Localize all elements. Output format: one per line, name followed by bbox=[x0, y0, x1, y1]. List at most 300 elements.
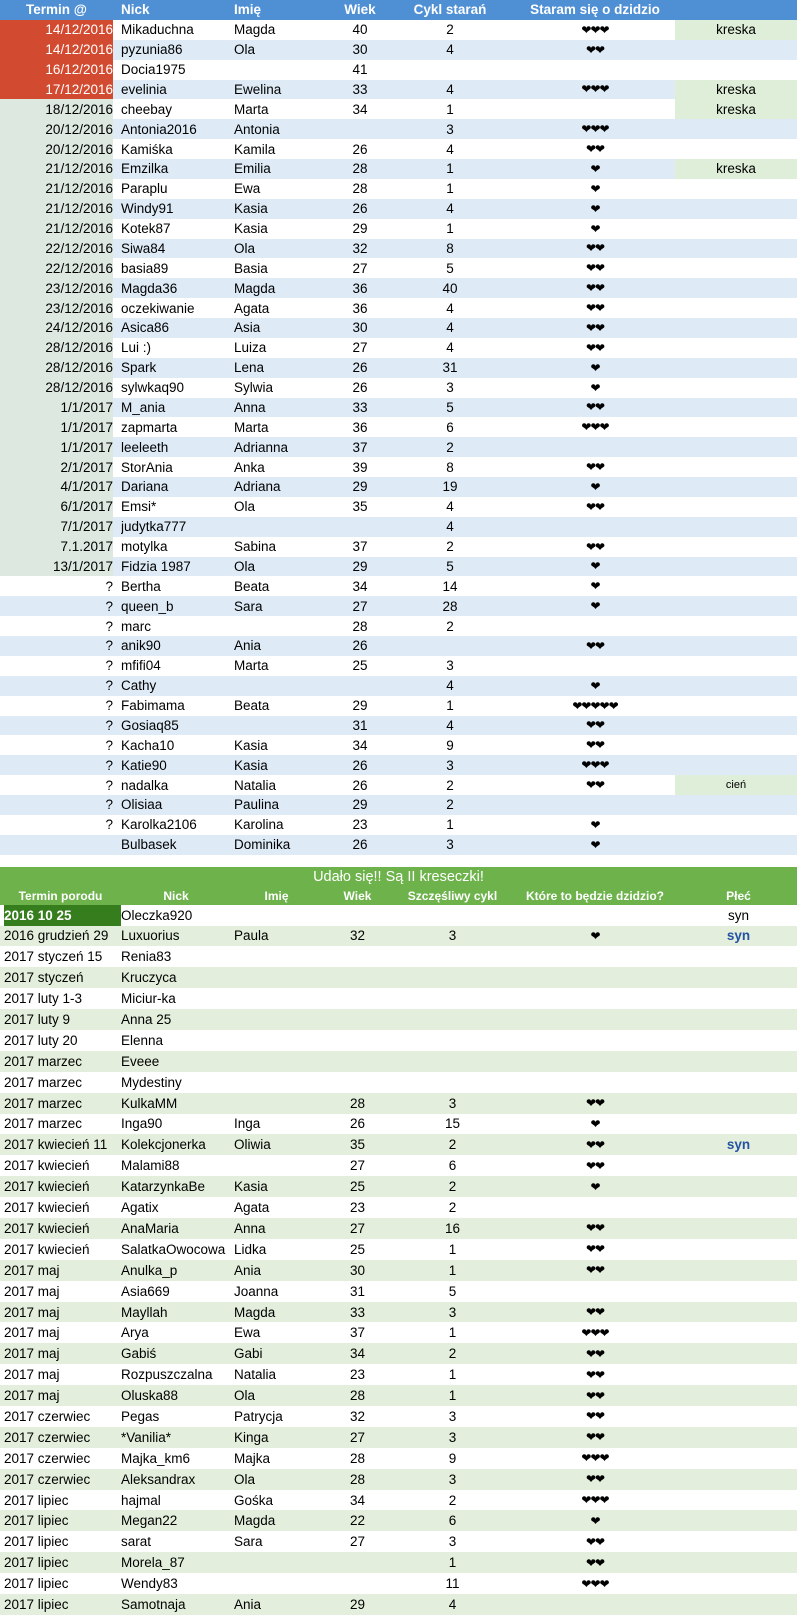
plec-cell bbox=[680, 1406, 797, 1427]
plec-cell bbox=[680, 1197, 797, 1218]
table-row bbox=[0, 80, 797, 100]
hearts-cell: ❤❤ bbox=[585, 1430, 605, 1445]
table-row bbox=[0, 1322, 797, 1343]
table-row bbox=[0, 1009, 797, 1030]
cykl-cell: 3 bbox=[448, 1471, 457, 1487]
wiek-cell: 25 bbox=[352, 658, 368, 674]
wiek-cell: 34 bbox=[352, 737, 368, 753]
hearts-cell: ❤❤ bbox=[585, 1409, 605, 1424]
imie-cell bbox=[234, 1552, 324, 1573]
imie-cell bbox=[234, 1072, 324, 1093]
plec-cell bbox=[680, 1448, 797, 1469]
table-row bbox=[0, 517, 797, 537]
cykl-cell: 4 bbox=[446, 340, 454, 356]
termin-porodu-cell: 2017 maj bbox=[4, 1346, 60, 1362]
plec-cell: syn bbox=[726, 928, 751, 944]
success-table-header bbox=[0, 887, 797, 905]
nick-cell: Luxuorius bbox=[121, 928, 180, 944]
wiek-cell bbox=[335, 517, 385, 537]
hearts-cell bbox=[510, 1072, 680, 1093]
nick-cell: Asia669 bbox=[121, 1283, 170, 1299]
table-row bbox=[0, 1552, 797, 1573]
hearts-cell: ❤❤ bbox=[585, 539, 605, 554]
nick-cell: KatarzynkaBe bbox=[121, 1179, 206, 1195]
cykl-cell: 1 bbox=[446, 101, 454, 117]
date-cell: 16/12/2016 bbox=[0, 60, 113, 80]
header-cykl: Cykl starań bbox=[413, 2, 487, 18]
wiek-cell: 37 bbox=[349, 1325, 366, 1341]
wiek-cell: 34 bbox=[352, 101, 368, 117]
header-staram: Staram się o dzidzio bbox=[530, 2, 660, 18]
cykl-cell: 8 bbox=[446, 459, 454, 475]
trying-table-header bbox=[0, 0, 797, 20]
imie-cell: Gabi bbox=[234, 1346, 263, 1362]
table-row bbox=[0, 437, 797, 457]
hearts-cell: ❤❤❤ bbox=[581, 1576, 609, 1591]
date-cell: 4/1/2017 bbox=[0, 477, 113, 497]
header-termin: Termin @ bbox=[26, 2, 87, 18]
table-row bbox=[0, 219, 797, 239]
imie-cell: Emilia bbox=[234, 161, 271, 177]
hearts-cell bbox=[495, 795, 695, 815]
hearts-cell: ❤❤ bbox=[585, 1263, 605, 1278]
cykl-cell: 1 bbox=[448, 1367, 457, 1383]
imie-cell: Ola bbox=[234, 499, 256, 515]
cykl-cell: 2 bbox=[446, 618, 454, 634]
imie-cell: Marta bbox=[234, 419, 269, 435]
imie-cell: Dominika bbox=[234, 837, 291, 853]
termin-porodu-cell: 2017 lipiec bbox=[4, 1576, 69, 1592]
hearts-cell: ❤ bbox=[590, 837, 600, 852]
imie-cell: Natalia bbox=[234, 1367, 277, 1383]
cykl-cell: 31 bbox=[442, 360, 458, 376]
nick-cell: motylka bbox=[121, 539, 168, 555]
hearts-cell: ❤❤❤ bbox=[581, 82, 609, 97]
date-cell: 18/12/2016 bbox=[0, 99, 113, 119]
table-row bbox=[0, 1490, 797, 1511]
cykl-cell: 1 bbox=[446, 698, 454, 714]
nick-cell: Mydestiny bbox=[121, 1074, 182, 1090]
termin-porodu-cell: 2016 grudzień 29 bbox=[4, 928, 109, 944]
imie-cell: Oliwia bbox=[234, 1137, 271, 1153]
plec-cell bbox=[680, 1552, 797, 1573]
nick-cell: Kruczyca bbox=[121, 970, 177, 986]
imie-cell bbox=[234, 905, 324, 926]
wiek-cell: 22 bbox=[349, 1513, 366, 1529]
table-row bbox=[0, 60, 797, 80]
table-row bbox=[0, 1114, 797, 1135]
nick-cell: evelinia bbox=[121, 81, 167, 97]
cykl-cell: 4 bbox=[446, 141, 454, 157]
table-row bbox=[0, 1281, 797, 1302]
plec-cell bbox=[680, 1176, 797, 1197]
termin-porodu-cell: 2017 luty 1-3 bbox=[4, 991, 83, 1007]
cykl-cell: 3 bbox=[446, 658, 454, 674]
nick-cell: Inga90 bbox=[121, 1116, 163, 1132]
date-cell: 14/12/2016 bbox=[0, 20, 113, 40]
wiek-cell: 30 bbox=[352, 42, 368, 58]
cykl-cell: 2 bbox=[448, 1179, 457, 1195]
termin-porodu-cell: 2017 kwiecień 11 bbox=[4, 1137, 108, 1153]
imie-cell bbox=[234, 616, 334, 636]
termin-porodu-cell: 2017 lipiec bbox=[4, 1513, 69, 1529]
plec-cell bbox=[680, 1364, 797, 1385]
termin-porodu-cell: 2017 luty 9 bbox=[4, 1012, 71, 1028]
cykl-cell bbox=[400, 967, 505, 988]
date-cell: 23/12/2016 bbox=[0, 298, 113, 318]
imie-cell: Kinga bbox=[234, 1429, 269, 1445]
table-row bbox=[0, 815, 797, 835]
wiek-cell: 26 bbox=[352, 360, 368, 376]
nick-cell: Kotek87 bbox=[121, 221, 171, 237]
nick-cell: Eveee bbox=[121, 1053, 160, 1069]
nick-cell: mfifi04 bbox=[121, 658, 161, 674]
imie-cell bbox=[234, 1009, 324, 1030]
cykl-cell: 9 bbox=[446, 737, 454, 753]
wiek-cell bbox=[325, 1051, 390, 1072]
imie-cell: Sabina bbox=[234, 539, 277, 555]
hearts-cell: ❤ bbox=[590, 1116, 600, 1131]
wiek-cell bbox=[325, 988, 390, 1009]
table-row bbox=[0, 1448, 797, 1469]
wiek-cell: 29 bbox=[352, 698, 368, 714]
imie-cell bbox=[234, 988, 324, 1009]
table-row bbox=[0, 1573, 797, 1594]
imie-cell: Ania bbox=[234, 1596, 262, 1612]
header-termin-porodu: Termin porodu bbox=[18, 888, 103, 903]
imie-cell: Marta bbox=[234, 101, 269, 117]
date-cell: ? bbox=[105, 817, 113, 833]
table-row bbox=[0, 1385, 797, 1406]
imie-cell: Paula bbox=[234, 928, 269, 944]
cykl-cell: 16 bbox=[444, 1220, 461, 1236]
termin-porodu-cell: 2017 kwiecień bbox=[4, 1179, 90, 1195]
date-cell: ? bbox=[105, 737, 113, 753]
hearts-cell: ❤❤ bbox=[585, 241, 605, 256]
cykl-cell: 4 bbox=[446, 201, 454, 217]
termin-porodu-cell: 2017 czerwiec bbox=[4, 1471, 91, 1487]
note-cell: kreska bbox=[675, 80, 797, 100]
hearts-cell bbox=[495, 616, 695, 636]
imie-cell: Magda bbox=[234, 1304, 276, 1320]
cykl-cell: 1 bbox=[446, 221, 454, 237]
wiek-cell: 27 bbox=[349, 1220, 366, 1236]
plec-cell bbox=[680, 946, 797, 967]
termin-porodu-cell: 2017 kwiecień bbox=[4, 1200, 90, 1216]
hearts-cell: ❤❤ bbox=[585, 638, 605, 653]
nick-cell: sarat bbox=[121, 1534, 152, 1550]
imie-cell bbox=[234, 716, 334, 736]
table-row bbox=[0, 278, 797, 298]
wiek-cell: 33 bbox=[352, 399, 368, 415]
date-cell: ? bbox=[105, 717, 113, 733]
cykl-cell: 5 bbox=[446, 399, 454, 415]
wiek-cell: 26 bbox=[352, 380, 368, 396]
date-cell: ? bbox=[105, 797, 113, 813]
termin-porodu-cell: 2017 maj bbox=[4, 1325, 60, 1341]
nick-cell: Aleksandrax bbox=[121, 1471, 196, 1487]
hearts-cell: ❤❤ bbox=[585, 1158, 605, 1173]
hearts-cell: ❤❤ bbox=[585, 320, 605, 335]
wiek-cell: 27 bbox=[352, 340, 368, 356]
wiek-cell: 29 bbox=[349, 1596, 366, 1612]
header-nick: Nick bbox=[121, 2, 150, 18]
plec-cell bbox=[680, 1343, 797, 1364]
nick-cell: Malami88 bbox=[121, 1158, 180, 1174]
nick-cell: Kolekcjonerka bbox=[121, 1137, 206, 1153]
imie-cell: Natalia bbox=[234, 777, 277, 793]
table-row bbox=[0, 1364, 797, 1385]
hearts-cell bbox=[510, 905, 680, 926]
cykl-cell: 6 bbox=[446, 419, 454, 435]
wiek-cell: 34 bbox=[349, 1492, 366, 1508]
imie-cell: Sara bbox=[234, 1534, 263, 1550]
nick-cell: Mayllah bbox=[121, 1304, 168, 1320]
plec-cell bbox=[680, 1072, 797, 1093]
cykl-cell: 3 bbox=[448, 1304, 457, 1320]
table-row bbox=[0, 1594, 797, 1615]
nick-cell: Samotnaja bbox=[121, 1596, 186, 1612]
nick-cell: Emzilka bbox=[121, 161, 169, 177]
cykl-cell: 3 bbox=[448, 1095, 457, 1111]
nick-cell: nadalka bbox=[121, 777, 169, 793]
cykl-cell: 5 bbox=[448, 1283, 457, 1299]
date-cell: 20/12/2016 bbox=[0, 139, 113, 159]
table-row bbox=[0, 139, 797, 159]
wiek-cell: 40 bbox=[352, 22, 368, 38]
imie-cell: Ania bbox=[234, 1262, 262, 1278]
date-cell: ? bbox=[105, 777, 113, 793]
nick-cell: Magda36 bbox=[121, 280, 178, 296]
hearts-cell: ❤❤❤ bbox=[581, 758, 609, 773]
plec-cell bbox=[680, 1114, 797, 1135]
wiek-cell: 23 bbox=[352, 817, 368, 833]
note-cell: kreska bbox=[675, 20, 797, 40]
imie-cell: Paulina bbox=[234, 797, 280, 813]
cykl-cell: 5 bbox=[446, 260, 454, 276]
table-row bbox=[0, 775, 797, 795]
cykl-cell: 15 bbox=[444, 1116, 461, 1132]
hearts-cell: ❤❤❤ bbox=[581, 420, 609, 435]
hearts-cell: ❤ bbox=[590, 1513, 600, 1528]
date-cell: 22/12/2016 bbox=[0, 239, 113, 259]
termin-porodu-cell: 2017 maj bbox=[4, 1304, 60, 1320]
cykl-cell: 3 bbox=[446, 837, 454, 853]
cykl-cell: 4 bbox=[446, 717, 454, 733]
note-cell: cień bbox=[675, 775, 797, 795]
date-cell: ? bbox=[105, 658, 113, 674]
termin-porodu-cell: 2017 lipiec bbox=[4, 1492, 69, 1508]
nick-cell: oczekiwanie bbox=[121, 300, 195, 316]
date-cell: ? bbox=[105, 757, 113, 773]
date-cell: 28/12/2016 bbox=[0, 378, 113, 398]
wiek-cell: 30 bbox=[349, 1262, 366, 1278]
imie-cell bbox=[234, 1155, 324, 1176]
date-cell: 22/12/2016 bbox=[0, 258, 113, 278]
hearts-cell: ❤❤ bbox=[585, 1221, 605, 1236]
cykl-cell: 4 bbox=[446, 519, 454, 535]
cykl-cell: 4 bbox=[446, 499, 454, 515]
nick-cell: pyzunia86 bbox=[121, 42, 183, 58]
hearts-cell: ❤ bbox=[590, 1179, 600, 1194]
nick-cell: Rozpuszczalna bbox=[121, 1367, 213, 1383]
hearts-cell bbox=[510, 967, 680, 988]
table-row bbox=[0, 616, 797, 636]
wiek-cell: 26 bbox=[352, 837, 368, 853]
nick-cell: Fidzia 1987 bbox=[121, 558, 191, 574]
date-cell: 24/12/2016 bbox=[0, 318, 113, 338]
cykl-cell: 3 bbox=[446, 380, 454, 396]
nick-cell: SalatkaOwocowa bbox=[121, 1241, 226, 1257]
plec-cell bbox=[680, 1239, 797, 1260]
hearts-cell: ❤❤❤ bbox=[581, 1493, 609, 1508]
wiek-cell: 27 bbox=[349, 1158, 366, 1174]
cykl-cell: 4 bbox=[446, 320, 454, 336]
imie-cell: Ewelina bbox=[234, 81, 282, 97]
hearts-cell: ❤❤ bbox=[585, 400, 605, 415]
imie-cell bbox=[234, 1093, 324, 1114]
nick-cell: Renia83 bbox=[121, 949, 172, 965]
cykl-cell: 3 bbox=[446, 757, 454, 773]
hearts-cell: ❤❤ bbox=[585, 301, 605, 316]
date-cell: 21/12/2016 bbox=[0, 199, 113, 219]
table-row bbox=[0, 795, 797, 815]
nick-cell: Gosiaq85 bbox=[121, 717, 179, 733]
cykl-cell: 6 bbox=[448, 1158, 457, 1174]
wiek-cell: 26 bbox=[352, 141, 368, 157]
nick-cell: Oluska88 bbox=[121, 1388, 179, 1404]
hearts-cell bbox=[510, 1594, 680, 1615]
imie-cell: Ewa bbox=[234, 1325, 261, 1341]
table-row bbox=[0, 1427, 797, 1448]
imie-cell: Kasia bbox=[234, 757, 268, 773]
imie-cell bbox=[234, 946, 324, 967]
wiek-cell: 37 bbox=[352, 539, 368, 555]
imie-cell: Magda bbox=[234, 1513, 276, 1529]
wiek-cell: 26 bbox=[349, 1116, 366, 1132]
nick-cell: KulkaMM bbox=[121, 1095, 178, 1111]
nick-cell: Spark bbox=[121, 360, 157, 376]
imie-cell: Karolina bbox=[234, 817, 284, 833]
wiek-cell: 35 bbox=[349, 1137, 366, 1153]
imie-cell: Ewa bbox=[234, 181, 261, 197]
cykl-cell: 3 bbox=[448, 1534, 457, 1550]
hearts-cell: ❤❤❤ bbox=[581, 1451, 609, 1466]
cykl-cell: 2 bbox=[446, 22, 454, 38]
nick-cell: Kamiśka bbox=[121, 141, 173, 157]
cykl-cell bbox=[410, 636, 490, 656]
hearts-cell: ❤❤ bbox=[585, 718, 605, 733]
plec-cell bbox=[680, 1469, 797, 1490]
date-cell: 7.1.2017 bbox=[0, 537, 113, 557]
table-row bbox=[0, 946, 797, 967]
table-row bbox=[0, 596, 797, 616]
plec-cell bbox=[680, 1155, 797, 1176]
table-row bbox=[0, 1510, 797, 1531]
wiek-cell: 34 bbox=[349, 1346, 366, 1362]
hearts-cell: ❤❤ bbox=[585, 1388, 605, 1403]
imie-cell: Anna bbox=[234, 399, 266, 415]
header-imie: Imię bbox=[264, 888, 289, 903]
plec-cell bbox=[680, 1594, 797, 1615]
hearts-cell: ❤❤ bbox=[585, 42, 605, 57]
nick-cell: Miciur-ka bbox=[121, 991, 176, 1007]
header-szczesliwy-cykl: Szczęśliwy cykl bbox=[407, 888, 498, 903]
table-row bbox=[0, 988, 797, 1009]
cykl-cell: 2 bbox=[446, 777, 454, 793]
cykl-cell: 1 bbox=[446, 817, 454, 833]
cykl-cell bbox=[410, 60, 490, 80]
table-row bbox=[0, 378, 797, 398]
nick-cell: Lui :) bbox=[121, 340, 152, 356]
date-cell: 1/1/2017 bbox=[0, 437, 113, 457]
nick-cell: Elenna bbox=[121, 1032, 164, 1048]
section-gap bbox=[0, 855, 797, 867]
nick-cell: Kacha10 bbox=[121, 737, 175, 753]
hearts-cell: ❤❤ bbox=[585, 460, 605, 475]
nick-cell: M_ania bbox=[121, 399, 166, 415]
imie-cell: Kasia bbox=[234, 201, 268, 217]
hearts-cell: ❤ bbox=[590, 479, 600, 494]
table-row bbox=[0, 926, 797, 947]
imie-cell: Gośka bbox=[234, 1492, 274, 1508]
hearts-cell bbox=[510, 988, 680, 1009]
termin-porodu-cell: 2017 maj bbox=[4, 1262, 60, 1278]
date-cell: 28/12/2016 bbox=[0, 358, 113, 378]
nick-cell: Arya bbox=[121, 1325, 149, 1341]
hearts-cell: ❤❤ bbox=[585, 261, 605, 276]
plec-cell bbox=[680, 1281, 797, 1302]
hearts-cell: ❤ bbox=[590, 201, 600, 216]
date-cell: 21/12/2016 bbox=[0, 159, 113, 179]
wiek-cell: 28 bbox=[349, 1471, 366, 1487]
cykl-cell: 1 bbox=[448, 1241, 457, 1257]
cykl-cell: 9 bbox=[448, 1450, 457, 1466]
note-cell: kreska bbox=[675, 159, 797, 179]
hearts-cell: ❤ bbox=[590, 599, 600, 614]
hearts-cell bbox=[495, 99, 695, 119]
table-row bbox=[0, 967, 797, 988]
hearts-cell bbox=[510, 1030, 680, 1051]
nick-cell: judytka777 bbox=[121, 519, 187, 535]
cykl-cell: 3 bbox=[446, 121, 454, 137]
wiek-cell: 28 bbox=[349, 1388, 366, 1404]
cykl-cell: 8 bbox=[446, 240, 454, 256]
nick-cell: Mikaduchna bbox=[121, 22, 194, 38]
table-row bbox=[0, 1260, 797, 1281]
termin-porodu-cell: 2017 maj bbox=[4, 1388, 60, 1404]
wiek-cell: 36 bbox=[352, 300, 368, 316]
wiek-cell bbox=[325, 1552, 390, 1573]
hearts-cell bbox=[495, 517, 695, 537]
wiek-cell: 27 bbox=[349, 1429, 366, 1445]
imie-cell bbox=[234, 1573, 324, 1594]
nick-cell: Windy91 bbox=[121, 201, 174, 217]
plec-cell: syn bbox=[727, 907, 749, 923]
nick-cell: sylwkaq90 bbox=[121, 380, 185, 396]
hearts-cell: ❤ bbox=[590, 380, 600, 395]
imie-cell: Sylwia bbox=[234, 380, 274, 396]
table-row bbox=[0, 676, 797, 696]
wiek-cell bbox=[325, 967, 390, 988]
imie-cell: Adriana bbox=[234, 479, 281, 495]
plec-cell bbox=[680, 1051, 797, 1072]
nick-cell: *Vanilia* bbox=[121, 1429, 172, 1445]
hearts-cell: ❤❤ bbox=[585, 1305, 605, 1319]
cykl-cell bbox=[400, 1072, 505, 1093]
imie-cell: Majka bbox=[234, 1450, 271, 1466]
hearts-cell bbox=[495, 656, 695, 676]
